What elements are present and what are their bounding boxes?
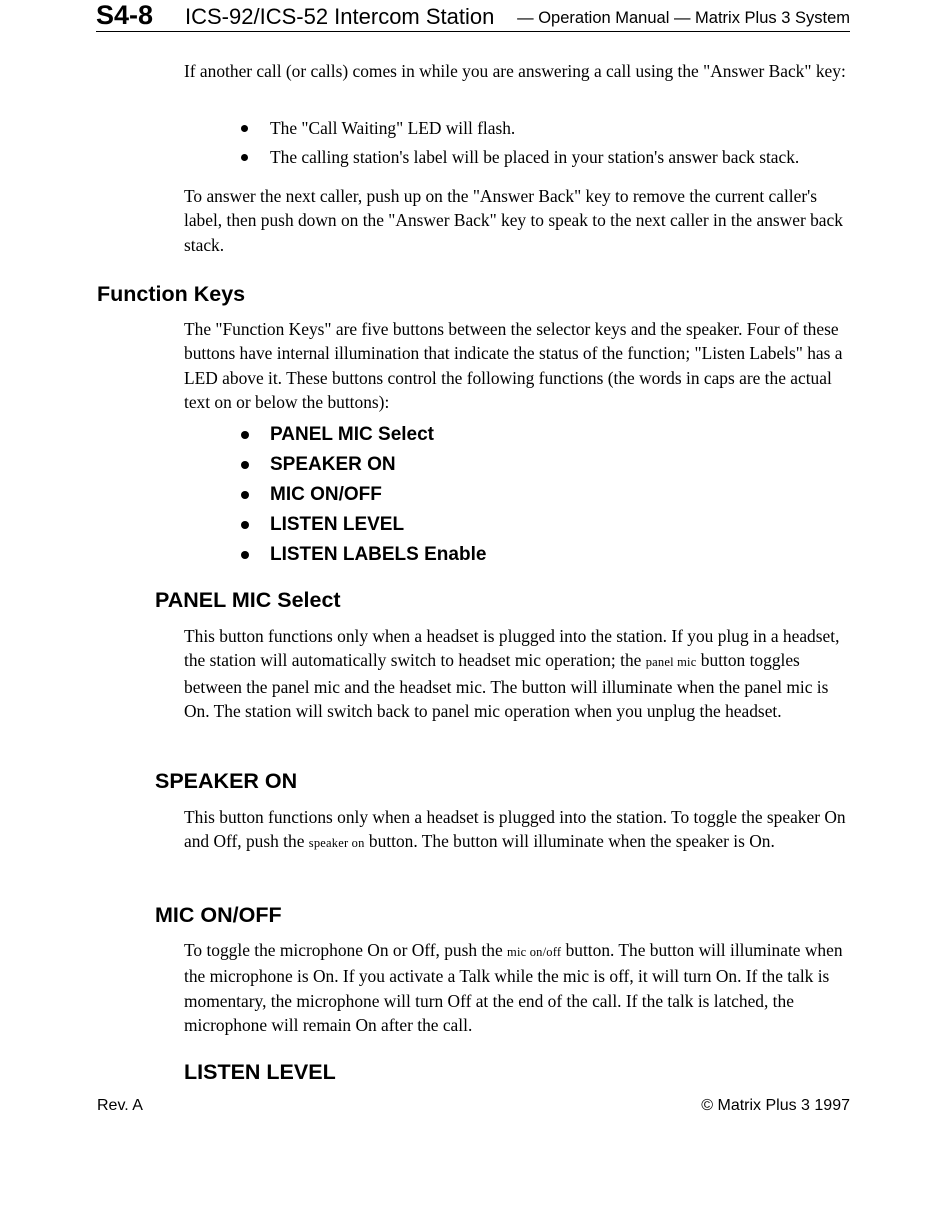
list-item: The calling station's label will be placed in your station's answer back stack. <box>240 143 799 172</box>
list-item: PANEL MIC Select <box>240 420 486 450</box>
function-keys-heading: Function Keys <box>97 282 246 306</box>
mic-onoff-paragraph: To toggle the microphone On or Off, push the mic on/off button. The button will illuminate when the microphone is On. If you activate a Talk while the mic is off, it will turn On. If the talk is momentary, the microphone will turn Off at the end of the call. If the talk is latched, the microphone will remain On after the call. <box>184 940 843 1036</box>
panel-mic-heading: PANEL MIC Select <box>155 588 341 612</box>
list-item: The "Call Waiting" LED will flash. <box>240 114 799 143</box>
panel-mic-paragraph: This button functions only when a headset is plugged into the station. If you plug in a headset, the station will automatically switch to headset mic operation; the panel mic button toggles between the panel mic and the headset mic. The button will illuminate when the panel mic is On. The station will switch back to panel mic operation when you unplug the headset. <box>184 626 840 722</box>
list-item: LISTEN LABELS Enable <box>240 540 486 570</box>
copyright-notice: © Matrix Plus 3 1997 <box>701 1097 850 1114</box>
page-header <box>96 0 850 32</box>
speaker-on-key-name: speaker on <box>308 836 365 851</box>
panel-mic-key-name: panel mic <box>645 655 697 670</box>
list-item: MIC ON/OFF <box>240 480 486 510</box>
document-subtitle: — Operation Manual — Matrix Plus 3 System <box>517 9 850 27</box>
list-item: SPEAKER ON <box>240 450 486 480</box>
listen-level-heading: LISTEN LEVEL <box>184 1060 336 1084</box>
document-title: ICS-92/ICS-52 Intercom Station <box>185 4 495 29</box>
mic-onoff-key-name: mic on/off <box>507 945 562 959</box>
revision-label: Rev. A <box>97 1097 143 1114</box>
intro-paragraph: If another call (or calls) comes in while you are answering a call using the "Answer Back" key: <box>184 61 846 81</box>
speaker-on-paragraph: This button functions only when a headset is plugged into the station. To toggle the speaker On and Off, push the speaker on button. The button will illuminate when the speaker is On. <box>184 807 846 852</box>
function-keys-paragraph: The "Function Keys" are five buttons between the selector keys and the speaker. Four of these buttons have internal illumination that indicate the status of the function; "Listen Labels" has a LED above it. These buttons control the following functions (the words in caps are the actual text on or below the buttons): <box>184 319 843 413</box>
answer-next-paragraph: To answer the next caller, push up on the "Answer Back" key to remove the current caller's label, then push down on the "Answer Back" key to speak to the next caller in the answer back stack. <box>184 186 843 255</box>
intro-bullet-list <box>240 114 799 172</box>
mic-onoff-heading: MIC ON/OFF <box>155 903 282 927</box>
speaker-on-heading: SPEAKER ON <box>155 769 298 793</box>
page-number: S4-8 <box>96 0 154 30</box>
list-item: LISTEN LEVEL <box>240 510 486 540</box>
function-keys-list <box>240 420 486 570</box>
